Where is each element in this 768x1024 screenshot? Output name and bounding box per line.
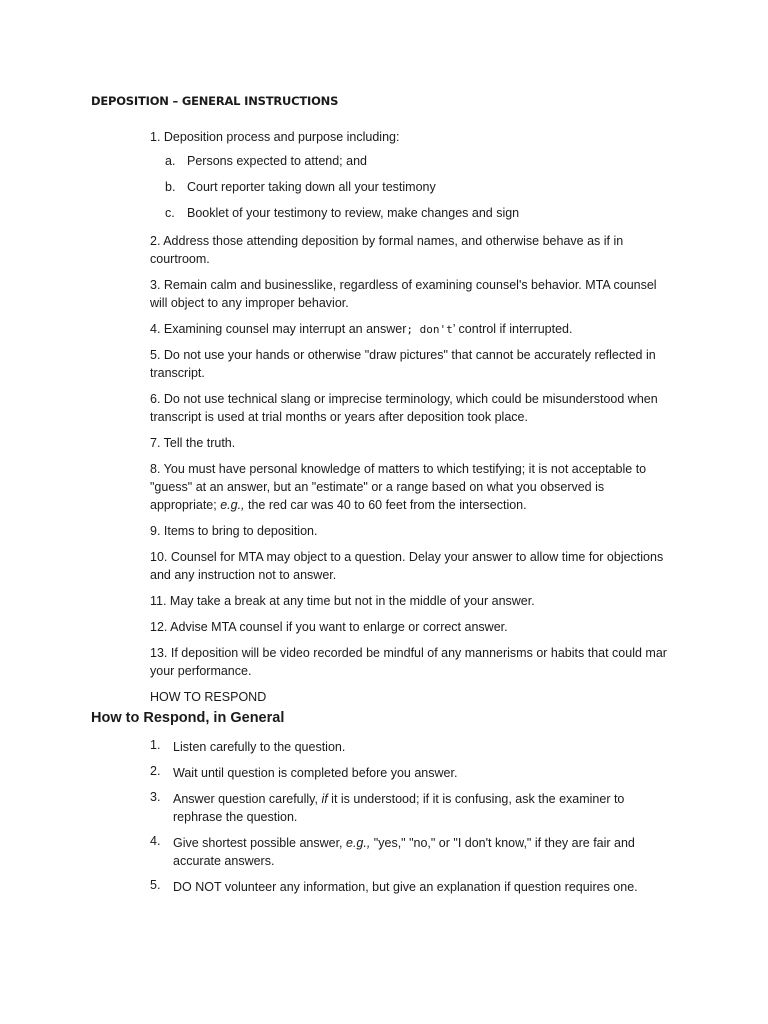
document-title: DEPOSITION – GENERAL INSTRUCTIONS <box>91 94 339 108</box>
respond-num-1: 1. <box>150 738 161 752</box>
item-10-line-1: 10. Counsel for MTA may object to a question. Delay your answer to allow time for objections <box>150 550 664 564</box>
item-13-line-2: your performance. <box>150 664 252 678</box>
item-8-line-1: 8. You must have personal knowledge of matters to which testifying; it is not acceptable to <box>150 462 647 476</box>
respond-num-3: 3. <box>150 790 161 804</box>
item-6-line-2: transcript is used at trial months or years after deposition took place. <box>150 410 528 424</box>
item-2-line-2: courtroom. <box>150 252 210 266</box>
respond-3-italic: if <box>321 792 328 806</box>
item-13-line-1: 13. If deposition will be video recorded be mindful of any mannerisms or habits that could mar <box>150 646 667 660</box>
item-2-line-1: 2. Address those attending deposition by formal names, and otherwise behave as if in <box>150 234 624 248</box>
respond-4-a: Give shortest possible answer, <box>173 836 346 850</box>
sub-letter-c: c. <box>165 206 175 220</box>
item-5-line-2: transcript. <box>150 366 205 380</box>
respond-4-c: "yes," "no," or "I don't know," if they are fair and <box>370 836 635 850</box>
respond-num-2: 2. <box>150 764 161 778</box>
item-5-line-1: 5. Do not use your hands or otherwise "draw pictures" that cannot be accurately reflected in <box>150 348 656 362</box>
respond-text-2: Wait until question is completed before you answer. <box>173 766 458 780</box>
respond-text-5: DO NOT volunteer any information, but give an explanation if question requires one. <box>173 880 638 894</box>
item-8-line-3-italic: e.g., <box>220 498 245 512</box>
respond-3-c: it is understood; if it is confusing, ask the examiner to <box>327 792 625 806</box>
item-8-line-3 <box>150 496 527 514</box>
item-8-line-3-c: the red car was 40 to 60 feet from the intersection. <box>244 498 527 512</box>
section-heading: How to Respond, in General <box>91 710 285 726</box>
how-to-respond-caps: HOW TO RESPOND <box>150 690 267 704</box>
respond-num-5: 5. <box>150 878 161 892</box>
respond-text-4-line-1 <box>173 834 635 852</box>
item-11: 11. May take a break at any time but not in the middle of your answer. <box>150 594 535 608</box>
respond-num-4: 4. <box>150 834 161 848</box>
item-4-part-c: ’ control if interrupted. <box>452 322 573 336</box>
respond-text-4-line-2: accurate answers. <box>173 854 275 868</box>
item-6-line-1: 6. Do not use technical slang or imprecise terminology, which could be misunderstood when <box>150 392 658 406</box>
item-4-part-a: 4. Examining counsel may interrupt an answer <box>150 322 407 336</box>
respond-text-1: Listen carefully to the question. <box>173 740 346 754</box>
item-4-part-b: ; don't <box>406 323 453 336</box>
item-9: 9. Items to bring to deposition. <box>150 524 318 538</box>
sub-text-b: Court reporter taking down all your testimony <box>187 180 436 194</box>
respond-text-3-line-2: rephrase the question. <box>173 810 298 824</box>
respond-4-italic: e.g., <box>346 836 371 850</box>
sub-letter-b: b. <box>165 180 176 194</box>
item-12: 12. Advise MTA counsel if you want to enlarge or correct answer. <box>150 620 508 634</box>
item-4 <box>150 320 572 339</box>
sub-text-c: Booklet of your testimony to review, make changes and sign <box>187 206 520 220</box>
item-7: 7. Tell the truth. <box>150 436 236 450</box>
item-3-line-2: will object to any improper behavior. <box>150 296 349 310</box>
respond-text-3-line-1 <box>173 790 624 808</box>
item-8-line-2: "guess" at an answer, but an "estimate" or a range based on what you observed is <box>150 480 605 494</box>
sub-text-a: Persons expected to attend; and <box>187 154 367 168</box>
sub-letter-a: a. <box>165 154 176 168</box>
item-1: 1. Deposition process and purpose including: <box>150 130 400 144</box>
item-3-line-1: 3. Remain calm and businesslike, regardless of examining counsel's behavior. MTA counsel <box>150 278 657 292</box>
item-10-line-2: and any instruction not to answer. <box>150 568 337 582</box>
item-8-line-3-a: appropriate; <box>150 498 221 512</box>
respond-3-a: Answer question carefully, <box>173 792 322 806</box>
